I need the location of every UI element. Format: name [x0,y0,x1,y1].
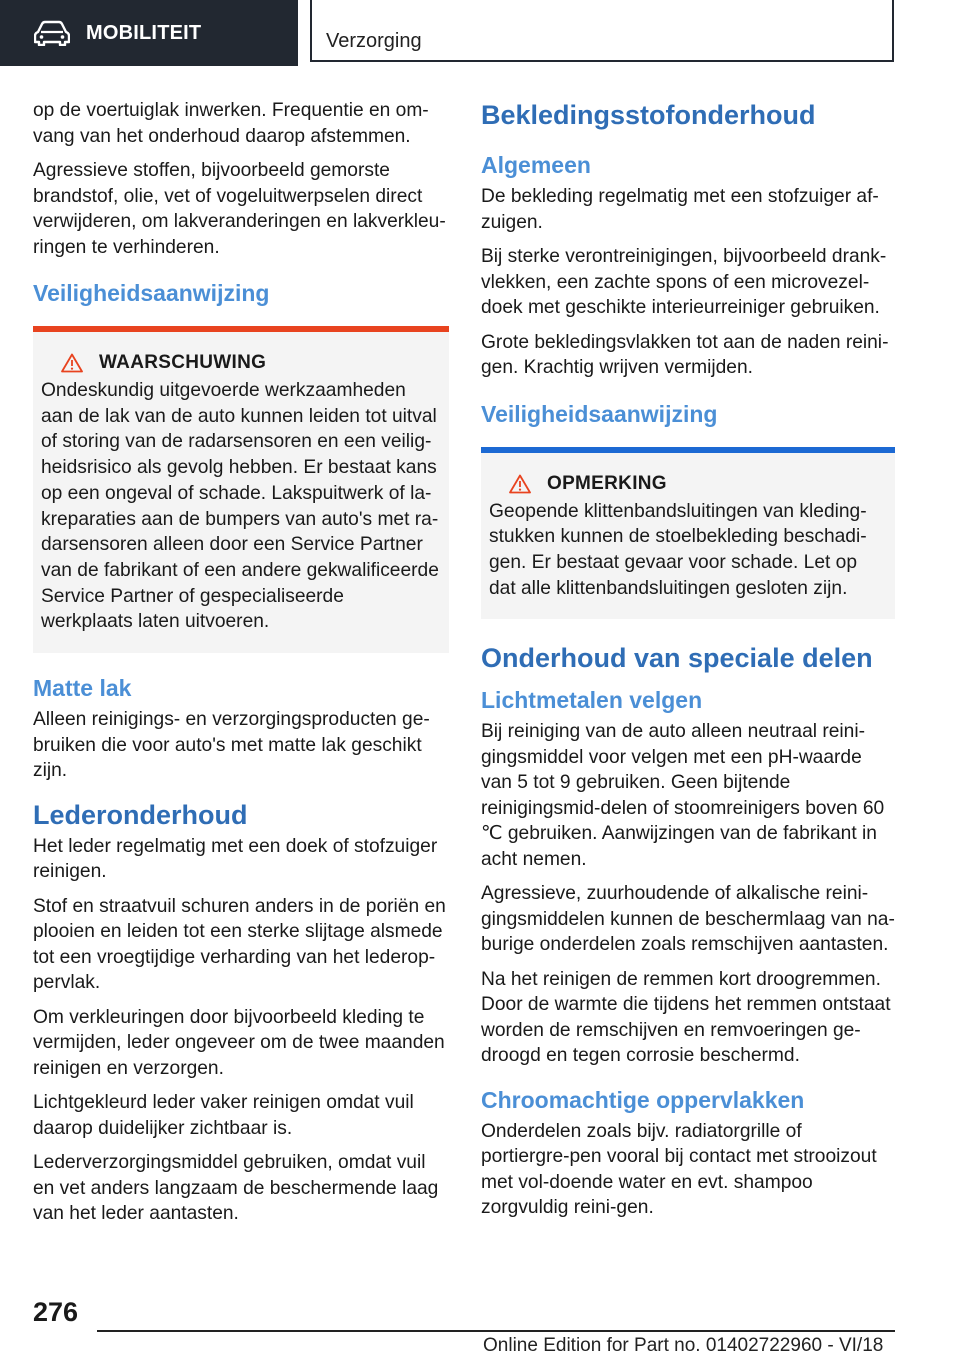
general-paragraph: Bij sterke verontreinigingen, bijvoorbeeld drank-vlekken, een zachte spons of een microvezel-doek met geschikte interieurreiniger gebruiken. [481,246,887,318]
chapter-tab [310,0,894,62]
matte-paint-text: Alleen reinigings- en verzorgingsproducten ge-bruiken die voor auto's met matte lak geschikt zijn. [33,709,430,782]
section-tab [0,0,298,66]
alloy-paragraph: Bij reiniging van de auto alleen neutraal reini-gingsmiddel voor velgen met een pH-waarde van 5 tot 9 gebruiken. Geen bijtende reinigingsmid-delen of stoomreinigers boven 60 ℃ gebruiken. Aanwijzingen van de fabrikant in acht nemen. [481,721,885,870]
special-parts-heading: Onderhoud van speciale delen [481,643,873,674]
leather-care-heading: Lederonderhoud [33,799,248,830]
safety-heading-left: Veiligheidsaanwijzing [33,280,270,306]
leather-paragraph: Het leder regelmatig met een doek of stofzuiger reinigen. [33,835,438,883]
alloy-paragraph: Agressieve, zuurhoudende of alkalische reini-gingsmiddelen kunnen de beschermlaag van na-burige onderdelen zoals remschijven aantasten. [481,883,895,956]
paint-paragraph-2: Agressieve stoffen, bijvoorbeeld gemorste brandstof, olie, vet of vogeluitwerpselen direct verwijderen, om lakveranderingen en lakverkleu-ringen te verhinderen. [33,160,446,258]
warning-box [33,326,449,653]
car-icon [34,20,70,46]
chapter-label: Verzorging [326,30,422,52]
chrome-text: Onderdelen zoals bijv. radiatorgrille of portiergre-pen vooral bij contact met strooizout met vol-doende water en evt. shampoo zorgvuldig reini-gen. [481,1120,877,1219]
edition-label: Online Edition for Part no. 01402722960 - VI/18 [483,1335,884,1356]
leather-paragraph: Om verkleuringen door bijvoorbeeld kleding te vermijden, leder ongeveer om de twee maanden reinigen en verzorgen. [33,1006,445,1079]
alloy-wheels-heading: Lichtmetalen velgen [481,687,703,714]
leather-paragraph: Lichtgekleurd leder vaker reinigen omdat vuil daarop duidelijker zichtbaar is. [33,1092,414,1139]
safety-heading-right: Veiligheidsaanwijzing [481,400,718,427]
general-paragraph: De bekleding regelmatig met een stofzuiger af-zuigen. [481,186,879,233]
warning-text: Ondeskundig uitgevoerde werkzaamheden aan de lak van de auto kunnen leiden tot uitval of storing van de radarsensoren en een veilig-heidsrisico als gevolg hebben. Er bestaat kans op een ongeval of schade. Lakspuitwerk of la-kreparaties aan de bumpers van auto's met ra-darsensoren alleen door een Service Partner van de fabrikant of een andere gekwalificeerde Service Partner of gespecialiseerde werkplaats laten uitvoeren. [41,380,439,633]
warning-title: WAARSCHUWING [99,352,267,373]
right-column [481,98,895,1230]
note-title: OPMERKING [547,472,667,494]
leather-paragraph: Stof en straatvuil schuren anders in de poriën en plooien en leiden tot een sterke slijtage alsmede tot een vroegtijdige verharding van het lederop-pervlak. [33,895,446,994]
matte-paint-heading: Matte lak [33,675,132,702]
footer-divider [97,1330,895,1332]
leather-paragraph: Lederverzorgingsmiddel gebruiken, omdat vuil en vet anders langzaam de beschermende laag van het leder aantasten. [33,1152,439,1225]
section-label: MOBILITEIT [86,21,202,44]
caution-triangle-icon [509,474,531,494]
page-number: 276 [33,1297,79,1327]
note-box [481,447,895,620]
note-text: Geopende klittenbandsluitingen van kleding-stukken kunnen de stoelbekleding beschadi-gen. Er bestaat gevaar voor schade. Let op dat alle klittenbandsluitingen gesloten zijn. [489,500,867,599]
paint-paragraph-1: op de voertuiglak inwerken. Frequentie en om-vang van het onderhoud daarop afstemmen. [33,100,429,147]
alloy-paragraph: Na het reinigen de remmen kort droogremmen. Door de warmte die tijdens het remmen ontstaat worden de remschijven en remvoeringen ge-droogd en tegen corrosie beschermd. [481,968,891,1067]
left-column [33,98,449,1236]
upholstery-care-heading: Bekledingsstofonderhoud [481,100,816,130]
general-paragraph: Grote bekledingsvlakken tot aan de naden reini-gen. Krachtig wrijven vermijden. [481,331,889,378]
warning-triangle-icon [61,353,83,373]
note-header [509,473,886,495]
chrome-surfaces-heading: Chroomachtige oppervlakken [481,1086,805,1113]
warning-header [61,352,440,374]
general-heading: Algemeen [481,152,591,178]
